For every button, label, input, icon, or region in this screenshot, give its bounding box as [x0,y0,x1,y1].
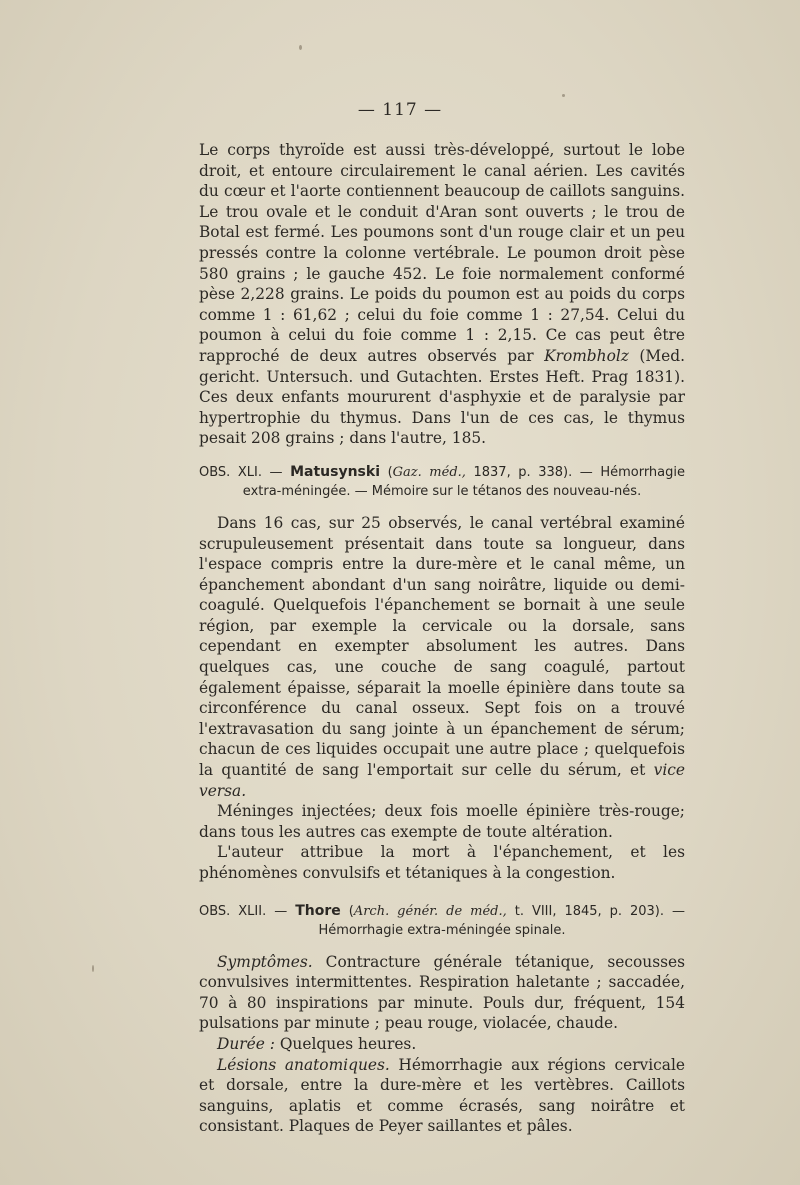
text-column [199,140,685,1137]
duree-text: Quelques heures. [279,1034,417,1053]
paragraph-2 [199,513,685,801]
obs-42-author: Thore [295,902,341,919]
lesions-text: Hémorrhagie aux régions cervicale et dorsale, entre la dure-mère et les vertèbres. Caillots sanguins, aplatis et comme écrasés, sang noirâtre et consistant. Plaques de Peyer saillantes et pâles. [199,1055,685,1136]
lesions-paragraph [199,1055,685,1137]
symptomes-paragraph [199,952,685,1034]
paragraph-1-end: (Med. gericht. Untersuch. und Gutachten. Erstes Heft. Prag 1831). Ces deux enfants moururent d'asphyxie et de paralysie par hypertrophie du thymus. Dans l'un de ces cas, le thymus pesait 208 grains ; dans l'autre, 185. [199,346,685,448]
obs-41-ref-open: ( [387,464,393,480]
obs-41-ref: 1837, p. 338). — Hémorrhagie [473,464,686,480]
duree-paragraph [199,1034,685,1055]
page-number: — 117 — [357,100,443,120]
obs-42-subtitle: Hémorrhagie extra-méningée spinale. [318,922,566,938]
vice-versa: vice versa. [199,761,685,800]
obs-41-journal: Gaz. méd., [392,464,466,480]
obs-42-heading [199,902,685,940]
obs-42-journal: Arch. génér. de méd., [353,903,507,919]
obs-42-label: OBS. XLII. — [199,903,288,919]
obs-41-subtitle: extra-méningée. — Mémoire sur le tétanos des nouveau-nés. [242,483,642,499]
paragraph-4: L'auteur attribue la mort à l'épanchement, et les phénomènes convulsifs et tétaniques à la congestion. [199,843,685,882]
symptomes-text: Contracture générale tétanique, secousses convulsives intermittentes. Respiration haletante ; saccadée, 70 à 80 inspirations par minute. Pouls dur, fréquent, 154 pulsations par minute ; peau rouge, violacée, chaude. [199,952,685,1033]
paragraph-1-text: Le corps thyroïde est aussi très-développé, surtout le lobe droit, et entoure circulairement le canal aérien. Les cavités du cœur et l'aorte contiennent beaucoup de caillots sanguins. Le trou ovale et le conduit d'Aran sont ouverts ; le trou de Botal est fermé. Les poumons sont d'un rouge clair et un peu pressés contre la colonne vertébrale. Le poumon droit pèse 580 grains ; le gauche 452. Le foie normalement conformé pèse 2,228 grains. Le poids du poumon est au poids du corps comme 1 : 61,62 ; celui du foie comme 1 : 27,54. Celui du poumon à celui du foie comme 1 : 2,15. Ce cas peut être rapproché de deux autres observés par [199,141,685,365]
obs-42-ref-open: ( [348,903,354,919]
paragraph-2-text: Dans 16 cas, sur 25 observés, le canal vertébral examiné scrupuleusement présentait dans toute sa longueur, dans l'espace compris entre la dure-mère et le canal même, un épanchement abondant d'un sang noirâtre, liquide ou demi-coagulé. Quelquefois l'épanchement se bornait à une seule région, par exemple la cervicale ou la dorsale, sans cependant en exempter absolument les autres. Dans quelques cas, une couche de sang coagulé, partout également épaisse, séparait la moelle épinière dans toute sa circonférence du canal osseux. Sept fois on a trouvé l'extravasation du sang jointe à un épanchement de sérum; chacun de ces liquides occupait une autre place ; quelquefois la quantité de sang l'emportait sur celle du sérum, et [199,513,685,780]
obs-41-label: OBS. XLI. — [199,464,283,480]
paragraph-1 [199,140,685,449]
author-krombholz: Krombholz [544,346,629,365]
duree-label: Durée : [217,1034,275,1053]
paragraph-3: Méninges injectées; deux fois moelle épinière très-rouge; dans tous les autres cas exempte de toute altération. [199,802,685,841]
obs-41-author: Matusynski [290,463,380,480]
symptomes-label: Symptômes. [217,952,313,971]
obs-41-heading [199,463,685,501]
paper-speck [92,965,94,972]
paper-speck [562,94,565,97]
obs-42-ref: t. VIII, 1845, p. 203). — [514,903,685,919]
paper-speck [299,45,302,50]
lesions-label: Lésions anatomiques. [217,1055,390,1074]
